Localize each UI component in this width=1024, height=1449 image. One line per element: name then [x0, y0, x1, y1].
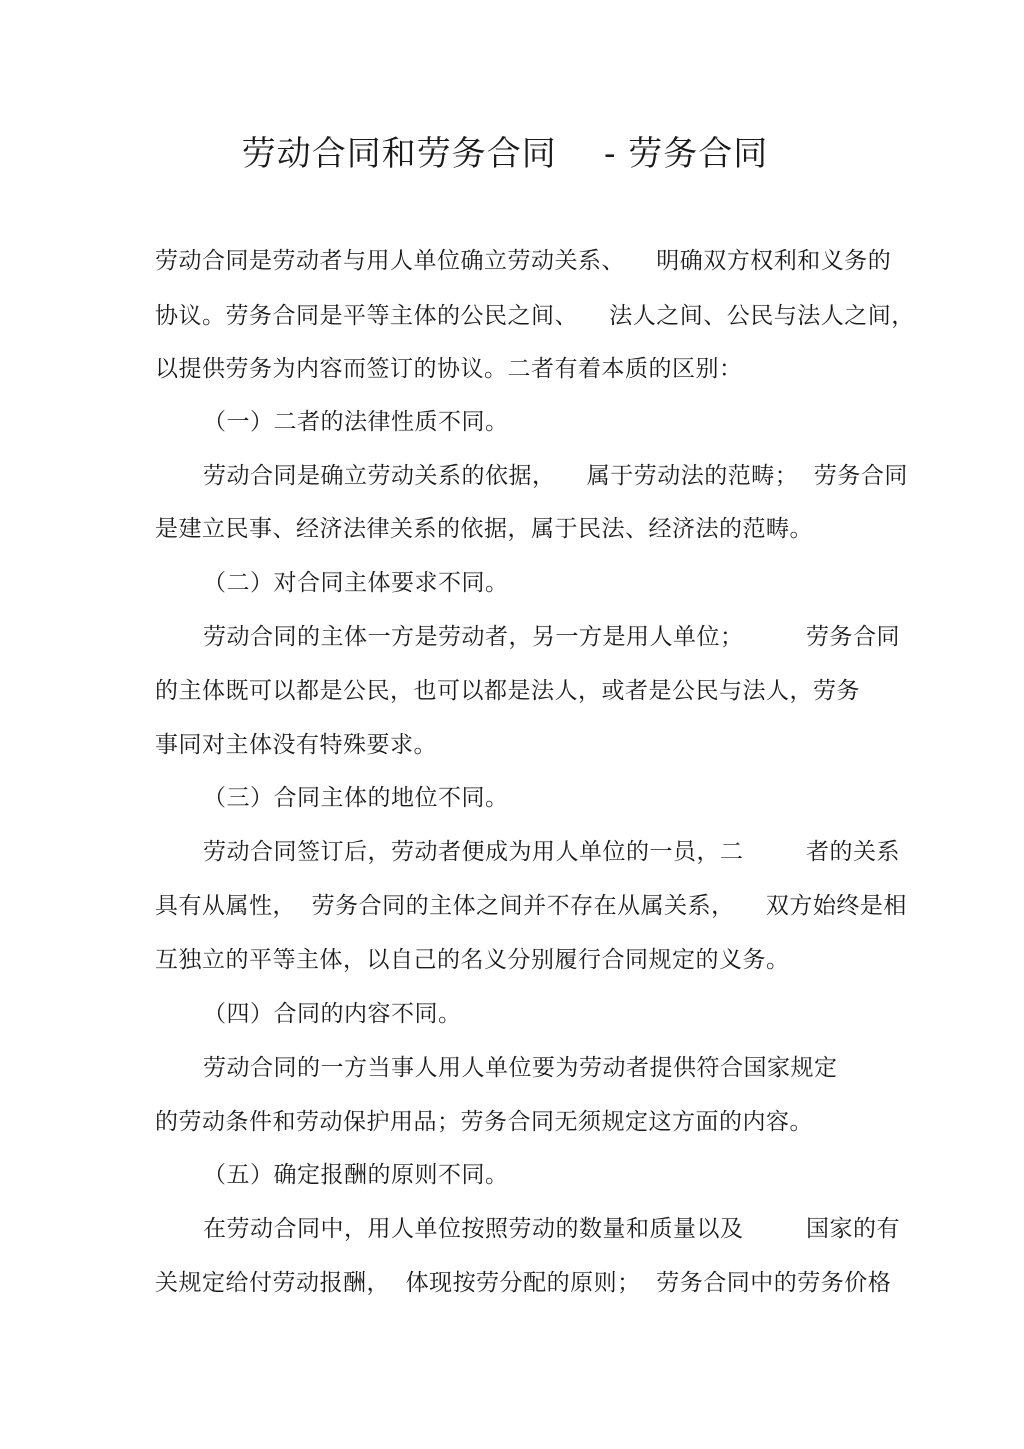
- section-heading: （五）确定报酬的原则不同。: [203, 1162, 509, 1188]
- section-heading: （三）合同主体的地位不同。: [203, 785, 509, 811]
- paragraph-line: 的劳动条件和劳动保护用品；劳务合同无须规定这方面的内容。: [155, 1109, 813, 1135]
- paragraph-line: 劳动合同是确立劳动关系的依据， 属于劳动法的范畴； 劳务合同: [203, 463, 908, 489]
- paragraph-line: 具有从属性， 劳务合同的主体之间并不存在从属关系， 双方始终是相: [155, 893, 907, 919]
- paragraph-line: 协议。劳务合同是平等主体的公民之间、 法人之间、公民与法人之间，: [155, 303, 915, 329]
- paragraph-line: 以提供劳务为内容而签订的协议。二者有着本质的区别：: [155, 356, 743, 382]
- section-heading: （一）二者的法律性质不同。: [203, 409, 509, 435]
- paragraph-line: 关规定给付劳动报酬， 体现按劳分配的原则； 劳务合同中的劳务价格: [155, 1270, 892, 1296]
- paragraph-line: 劳动合同是劳动者与用人单位确立劳动关系、 明确双方权利和义务的: [155, 248, 892, 274]
- paragraph-line: 是建立民事、经济法律关系的依据，属于民法、经济法的范畴。: [155, 516, 813, 542]
- paragraph-line: 劳动合同签订后，劳动者便成为用人单位的一员，二 者的关系: [203, 839, 900, 865]
- section-heading: （四）合同的内容不同。: [203, 1001, 462, 1027]
- paragraph-line: 事同对主体没有特殊要求。: [155, 732, 437, 758]
- paragraph-line: 的主体既可以都是公民，也可以都是法人，或者是公民与法人，劳务: [155, 678, 860, 704]
- paragraph-line: 劳动合同的主体一方是劳动者，另一方是用人单位； 劳务合同: [203, 624, 900, 650]
- document-title: 劳动合同和劳务合同 - 劳务合同: [241, 134, 769, 174]
- paragraph-line: 劳动合同的一方当事人用人单位要为劳动者提供符合国家规定: [203, 1055, 838, 1081]
- paragraph-line: 互独立的平等主体，以自己的名义分别履行合同规定的义务。: [155, 947, 790, 973]
- section-heading: （二）对合同主体要求不同。: [203, 570, 509, 596]
- paragraph-line: 在劳动合同中，用人单位按照劳动的数量和质量以及 国家的有: [203, 1216, 900, 1242]
